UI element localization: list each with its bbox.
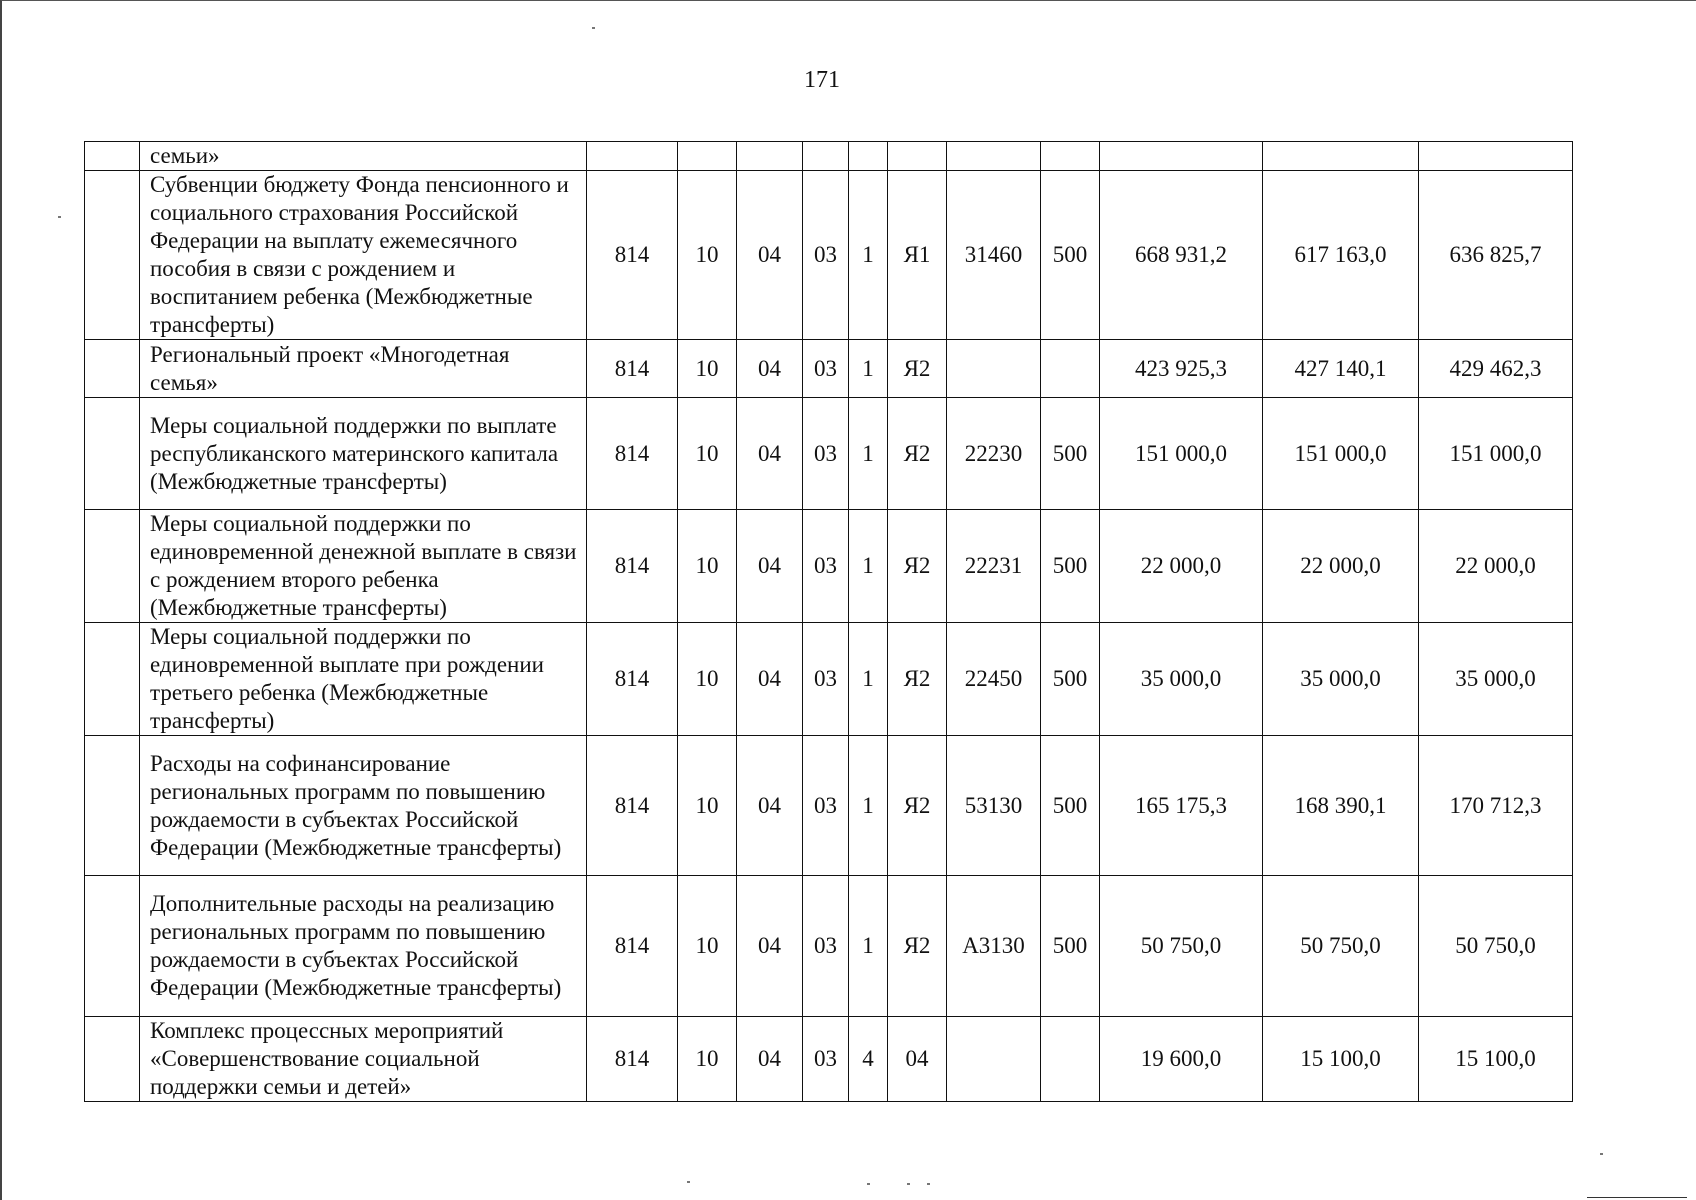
subsection-code: 04 bbox=[737, 510, 803, 623]
row-name: семьи» bbox=[140, 142, 587, 171]
ministry-code: 814 bbox=[587, 510, 678, 623]
type-code: 1 bbox=[849, 398, 888, 510]
ministry-code: 814 bbox=[587, 623, 678, 736]
table-row bbox=[85, 340, 1573, 398]
project-code: Я2 bbox=[888, 340, 947, 398]
amount-year-1: 668 931,2 bbox=[1100, 171, 1263, 340]
table-row bbox=[85, 876, 1573, 1017]
expense-type-code: 500 bbox=[1041, 171, 1100, 340]
expense-type-code: 500 bbox=[1041, 623, 1100, 736]
subsection-code: 04 bbox=[737, 398, 803, 510]
program-code: 03 bbox=[803, 1017, 849, 1102]
scan-speck bbox=[592, 27, 595, 29]
row-name: Региональный проект «Многодетная семья» bbox=[140, 340, 587, 398]
amount-year-2: 22 000,0 bbox=[1263, 510, 1419, 623]
program-code: 03 bbox=[803, 736, 849, 876]
section-code: 10 bbox=[678, 340, 737, 398]
amount-year-1: 22 000,0 bbox=[1100, 510, 1263, 623]
expense-type-code bbox=[1041, 340, 1100, 398]
row-name: Субвенции бюджету Фонда пенсионного и социального страхования Российской Федерации на выплату ежемесячного пособия в связи с рождением и воспитанием ребенка (Межбюджетные трансферты) bbox=[140, 171, 587, 340]
row-name: Меры социальной поддержки по выплате республиканского материнского капитала (Межбюджетные трансферты) bbox=[140, 398, 587, 510]
expense-type-code bbox=[1041, 142, 1100, 171]
section-code: 10 bbox=[678, 623, 737, 736]
project-code: Я2 bbox=[888, 736, 947, 876]
direction-code: А3130 bbox=[947, 876, 1041, 1017]
amount-year-3: 35 000,0 bbox=[1419, 623, 1573, 736]
expense-type-code: 500 bbox=[1041, 876, 1100, 1017]
blank-cell bbox=[85, 736, 140, 876]
blank-cell bbox=[85, 1017, 140, 1102]
scan-speck bbox=[1600, 1153, 1603, 1155]
expense-type-code: 500 bbox=[1041, 736, 1100, 876]
blank-cell bbox=[85, 142, 140, 171]
row-name: Меры социальной поддержки по единовременной денежной выплате в связи с рождением второго ребенка (Межбюджетные трансферты) bbox=[140, 510, 587, 623]
section-code bbox=[678, 142, 737, 171]
blank-cell bbox=[85, 171, 140, 340]
direction-code: 53130 bbox=[947, 736, 1041, 876]
type-code: 1 bbox=[849, 171, 888, 340]
ministry-code: 814 bbox=[587, 1017, 678, 1102]
scan-speck bbox=[907, 1183, 910, 1185]
amount-year-2: 50 750,0 bbox=[1263, 876, 1419, 1017]
expense-type-code: 500 bbox=[1041, 510, 1100, 623]
subsection-code: 04 bbox=[737, 876, 803, 1017]
expense-type-code bbox=[1041, 1017, 1100, 1102]
ministry-code: 814 bbox=[587, 398, 678, 510]
amount-year-3: 15 100,0 bbox=[1419, 1017, 1573, 1102]
table-row bbox=[85, 398, 1573, 510]
amount-year-1: 19 600,0 bbox=[1100, 1017, 1263, 1102]
blank-cell bbox=[85, 340, 140, 398]
program-code bbox=[803, 142, 849, 171]
amount-year-1: 165 175,3 bbox=[1100, 736, 1263, 876]
amount-year-2: 617 163,0 bbox=[1263, 171, 1419, 340]
section-code: 10 bbox=[678, 398, 737, 510]
amount-year-2: 168 390,1 bbox=[1263, 736, 1419, 876]
section-code: 10 bbox=[678, 876, 737, 1017]
scan-speck bbox=[58, 216, 61, 218]
type-code: 1 bbox=[849, 876, 888, 1017]
amount-year-3: 429 462,3 bbox=[1419, 340, 1573, 398]
project-code: Я2 bbox=[888, 623, 947, 736]
direction-code: 22230 bbox=[947, 398, 1041, 510]
type-code: 1 bbox=[849, 510, 888, 623]
direction-code: 31460 bbox=[947, 171, 1041, 340]
amount-year-2: 35 000,0 bbox=[1263, 623, 1419, 736]
scan-edge-line bbox=[1587, 1197, 1687, 1198]
blank-cell bbox=[85, 876, 140, 1017]
blank-cell bbox=[85, 398, 140, 510]
amount-year-2: 151 000,0 bbox=[1263, 398, 1419, 510]
type-code: 1 bbox=[849, 623, 888, 736]
amount-year-3: 22 000,0 bbox=[1419, 510, 1573, 623]
subsection-code: 04 bbox=[737, 171, 803, 340]
scan-speck bbox=[687, 1181, 690, 1183]
ministry-code: 814 bbox=[587, 736, 678, 876]
table-row bbox=[85, 142, 1573, 171]
row-name: Меры социальной поддержки по единовременной выплате при рождении третьего ребенка (Межбюджетные трансферты) bbox=[140, 623, 587, 736]
amount-year-2: 427 140,1 bbox=[1263, 340, 1419, 398]
section-code: 10 bbox=[678, 1017, 737, 1102]
section-code: 10 bbox=[678, 510, 737, 623]
project-code: 04 bbox=[888, 1017, 947, 1102]
program-code: 03 bbox=[803, 876, 849, 1017]
program-code: 03 bbox=[803, 340, 849, 398]
direction-code bbox=[947, 1017, 1041, 1102]
row-name: Расходы на софинансирование региональных программ по повышению рождаемости в субъектах Российской Федерации (Межбюджетные трансферты) bbox=[140, 736, 587, 876]
page-number: 171 bbox=[804, 67, 840, 93]
ministry-code: 814 bbox=[587, 876, 678, 1017]
section-code: 10 bbox=[678, 736, 737, 876]
table-row bbox=[85, 510, 1573, 623]
type-code bbox=[849, 142, 888, 171]
direction-code bbox=[947, 340, 1041, 398]
direction-code: 22450 bbox=[947, 623, 1041, 736]
type-code: 1 bbox=[849, 736, 888, 876]
type-code: 1 bbox=[849, 340, 888, 398]
program-code: 03 bbox=[803, 171, 849, 340]
table-row bbox=[85, 171, 1573, 340]
table-row bbox=[85, 736, 1573, 876]
table-row bbox=[85, 1017, 1573, 1102]
amount-year-3 bbox=[1419, 142, 1573, 171]
amount-year-3: 151 000,0 bbox=[1419, 398, 1573, 510]
amount-year-3: 50 750,0 bbox=[1419, 876, 1573, 1017]
scan-speck bbox=[867, 1183, 870, 1185]
ministry-code: 814 bbox=[587, 340, 678, 398]
amount-year-1: 151 000,0 bbox=[1100, 398, 1263, 510]
project-code: Я2 bbox=[888, 876, 947, 1017]
program-code: 03 bbox=[803, 623, 849, 736]
amount-year-3: 170 712,3 bbox=[1419, 736, 1573, 876]
expense-type-code: 500 bbox=[1041, 398, 1100, 510]
direction-code bbox=[947, 142, 1041, 171]
row-name: Дополнительные расходы на реализацию региональных программ по повышению рождаемости в субъектах Российской Федерации (Межбюджетные трансферты) bbox=[140, 876, 587, 1017]
ministry-code: 814 bbox=[587, 171, 678, 340]
section-code: 10 bbox=[678, 171, 737, 340]
amount-year-2: 15 100,0 bbox=[1263, 1017, 1419, 1102]
project-code: Я2 bbox=[888, 398, 947, 510]
direction-code: 22231 bbox=[947, 510, 1041, 623]
type-code: 4 bbox=[849, 1017, 888, 1102]
amount-year-2 bbox=[1263, 142, 1419, 171]
project-code bbox=[888, 142, 947, 171]
blank-cell bbox=[85, 510, 140, 623]
project-code: Я1 bbox=[888, 171, 947, 340]
amount-year-1: 35 000,0 bbox=[1100, 623, 1263, 736]
amount-year-1: 423 925,3 bbox=[1100, 340, 1263, 398]
blank-cell bbox=[85, 623, 140, 736]
scan-speck bbox=[927, 1183, 930, 1185]
project-code: Я2 bbox=[888, 510, 947, 623]
program-code: 03 bbox=[803, 398, 849, 510]
subsection-code: 04 bbox=[737, 623, 803, 736]
amount-year-3: 636 825,7 bbox=[1419, 171, 1573, 340]
subsection-code: 04 bbox=[737, 1017, 803, 1102]
amount-year-1: 50 750,0 bbox=[1100, 876, 1263, 1017]
subsection-code bbox=[737, 142, 803, 171]
program-code: 03 bbox=[803, 510, 849, 623]
row-name: Комплекс процессных мероприятий «Совершенствование социальной поддержки семьи и детей» bbox=[140, 1017, 587, 1102]
table-row bbox=[85, 623, 1573, 736]
subsection-code: 04 bbox=[737, 736, 803, 876]
budget-table bbox=[84, 141, 1573, 1102]
ministry-code bbox=[587, 142, 678, 171]
subsection-code: 04 bbox=[737, 340, 803, 398]
amount-year-1 bbox=[1100, 142, 1263, 171]
